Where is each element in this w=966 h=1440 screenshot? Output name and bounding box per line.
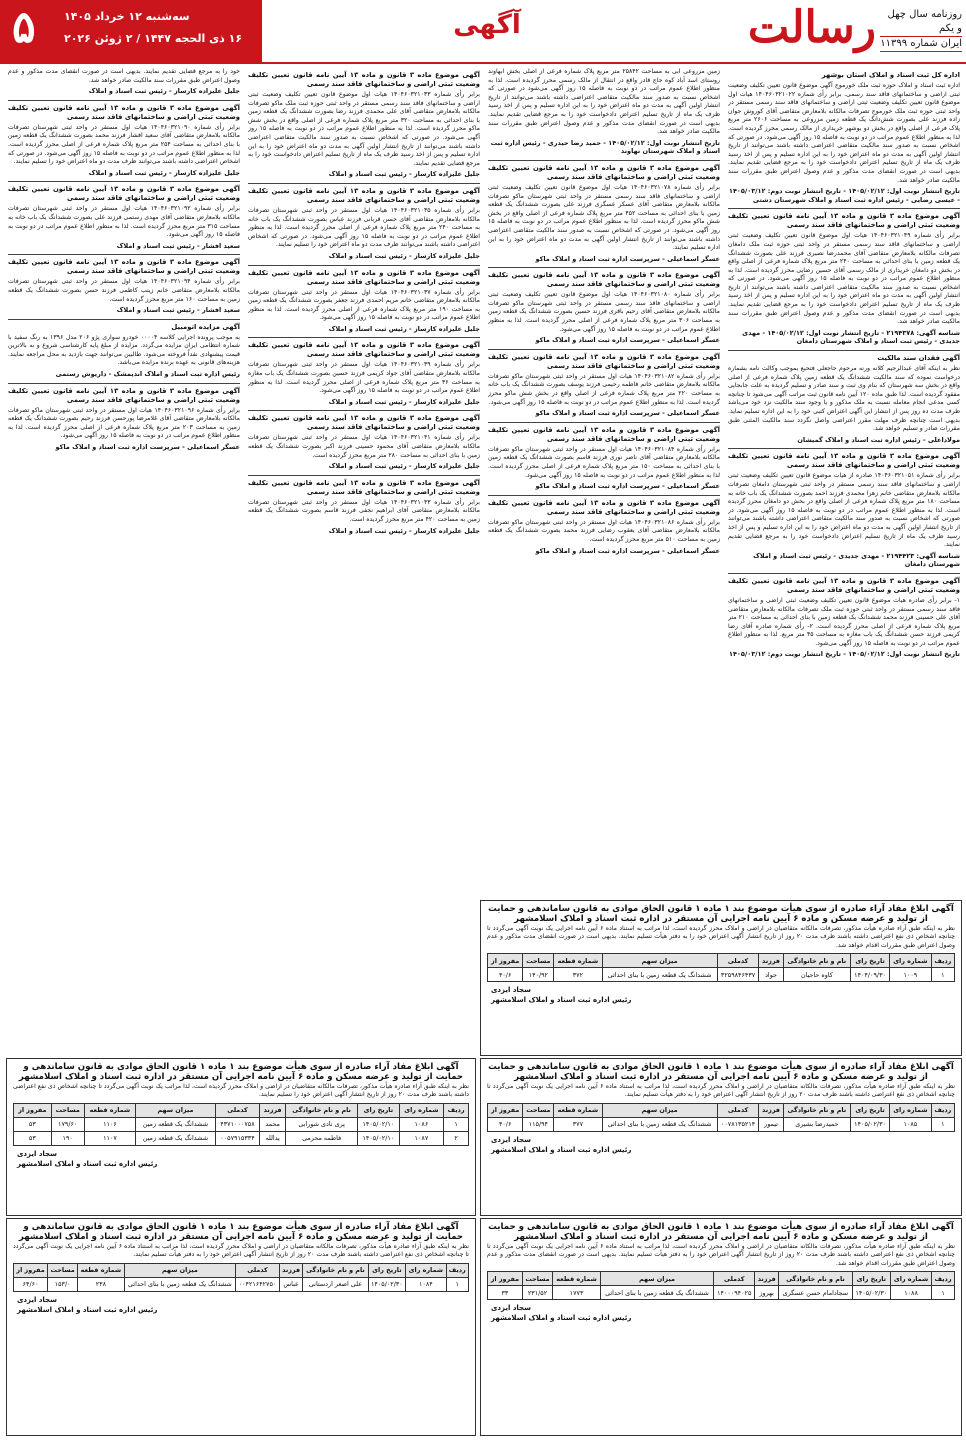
signer-name: سجاد ایزدی <box>491 1304 531 1313</box>
notice-title: آگهی موضوع ماده ۳ قانون و ماده ۱۳ آیین نامه قانون تعیین تکلیف وضعیت ثبتی اراضی و ساختمانهای فاقد سند رسمی <box>8 258 240 276</box>
column-header: مساحت <box>523 954 554 968</box>
table-cell: ۱۷۹/۶۰ <box>51 1117 84 1131</box>
notice-signature <box>491 1135 951 1155</box>
notice-signature <box>491 1303 951 1323</box>
notice-signature: عسگر اسماعیلی - سرپرست اداره ثبت اسناد و املاک ماکو <box>535 546 720 555</box>
table-cell: ۱۱۵/۹۴ <box>523 1117 554 1131</box>
column-header: مفروز از <box>488 954 523 968</box>
notice-body: برابر رأی شماره ۱۴۰۴۶۰۳۲۱۰۹۶ هیات اول مستقر در واحد ثبتی شهرستان ماکو تصرفات مالکانه بلامعارض متقاضی آقای غلامرضا پورحسن فرزند رحیم بصورت ششدانگ یک قطعه زمین به مساحت ۲۰۳ متر مربع پلاک شماره فرعی از اصلی محرز گردیده است. لذا به منظور اطلاع عموم مراتب در دو نوبت به فاصله ۱۵ روز آگهی می‌شود. <box>8 406 240 440</box>
column-header: شماره قطعه <box>78 1263 125 1277</box>
table-cell: ۳۷۷ <box>554 1117 602 1131</box>
notice-signature: عسگر اسماعیلی - سرپرست اداره ثبت اسناد و املاک ماکو <box>55 443 240 452</box>
section-title: آگهی <box>453 10 521 40</box>
table-cell: ۱۴۰۵/۰۲/۳۰ <box>852 1286 890 1300</box>
table-cell: علی اصغر اردستانی <box>303 1277 368 1291</box>
notice-title: آگهی موضوع ماده ۳ قانون و ماده ۱۳ آیین نامه قانون تعیین تکلیف وضعیت ثبتی اراضی و ساختمانهای فاقد سند رسمی <box>488 163 720 181</box>
table-cell: پری نادی شورابی <box>286 1117 358 1131</box>
column-header: کدملی <box>717 1103 759 1117</box>
notice-body: خود را به مرجع قضایی تقدیم نمایند. بدیهی است در صورت انقضای مدت مذکور و عدم وصول اعتراض طبق مقررات سند مالکیت صادر خواهد شد. <box>8 68 240 84</box>
table-cell: ۱۰۸۵ <box>890 1117 932 1131</box>
column-header: شماره رای <box>406 1263 446 1277</box>
notice-title: آگهی موضوع ماده ۳ قانون و ماده ۱۳ آیین نامه قانون تعیین تکلیف وضعیت ثبتی اراضی و ساختمانهای فاقد سند رسمی <box>248 186 480 204</box>
notice-body: برابر رأی شماره ۱۴۰۴۶۰۳۲۱۰۸۶ هیات اول مستقر در واحد ثبتی شهرستان ماکو تصرفات مالکانه بلامعارض متقاضی آقای یعقوب رضایی فرزند محمد بصورت ششدانگ یک قطعه زمین به مساحت ۵۱۰ متر مربع محرز گردیده است. <box>488 518 720 543</box>
signer-title: رئیس اداره ثبت اسناد و املاک اسلامشهر <box>491 1145 632 1154</box>
section-header <box>262 4 712 58</box>
masthead-year: روزنامه سال چهل و یکم <box>880 8 962 37</box>
column-4 <box>8 68 240 1122</box>
notice-title: آگهی موضوع ماده ۳ قانون و ماده ۱۳ آیین نامه قانون تعیین تکلیف وضعیت ثبتی اراضی و ساختمانهای فاقد سند رسمی <box>8 103 240 121</box>
column-header: فرزند <box>279 1263 302 1277</box>
notice-signature: عسگر اسماعیلی - سرپرست اداره ثبت اسناد و املاک ماکو <box>535 482 720 491</box>
notice-signature: جلیل علیزاده کارساز - رئیس ثبت اسناد و املاک <box>328 397 480 406</box>
column-header: مساحت <box>51 1103 84 1117</box>
column-header: شماره رای <box>399 1103 444 1117</box>
notice-signature: مولاداعلی - رئیس اداره ثبت اسناد و املاک گمیشان <box>797 435 960 444</box>
column-header: تاریخ رای <box>358 1103 400 1117</box>
notice-divider <box>728 573 960 574</box>
masthead <box>714 0 966 62</box>
ruling-notice-box <box>480 1218 962 1436</box>
table-row <box>488 1117 955 1131</box>
table-cell: یدالله <box>260 1131 286 1145</box>
column-header: ردیف <box>931 954 954 968</box>
table-cell: ۱۴۰۵/۰۲/۱۰ <box>358 1131 400 1145</box>
notice-signature: تاریخ انتشار نوبت اول: ۱۴۰۵/۰۲/۱۲ - حمید رضا حیدری - رئیس اداره ثبت اسناد و املاک شهرستان نهاوند <box>490 138 720 156</box>
notice-body: برابر رأی شماره ۱۴۰۴۶۰۳۲۱۰۵۱ صادره از هیات موضوع قانون تعیین تکلیف وضعیت ثبتی اراضی و ساختمانهای فاقد سند رسمی مستقر در واحد ثبتی شهرستان دامغان تصرفات مالکانه بلامعارض متقاضی خانم زهرا محمدی فرزند احمد بصورت ششدانگ یک باب خانه به مساحت ۱۸۰ متر مربع پلاک شماره فرعی از اصلی واقع در بخش دو دامغان محرز گردیده است. لذا به منظور اطلاع عموم مراتب در دو نوبت به فاصله ۱۵ روز آگهی می‌شود. در صورتی که اشخاص نسبت به صدور سند مالکیت متقاضی اعتراضی داشته باشند می‌توانند از تاریخ انتشار اولین آگهی به مدت دو ماه اعتراض خود را به این اداره تسلیم و پس از اخذ رسید ظرف یک ماه از تاریخ تسلیم اعتراض دادخواست خود را به مرجع قضایی تقدیم نمایند. <box>728 472 960 549</box>
table-cell: عباس <box>279 1277 302 1291</box>
column-header: نام و نام خانوادگی <box>779 1272 853 1286</box>
notice-title: آگهی موضوع ماده ۳ قانون و ماده ۱۳ آیین نامه قانون تعیین تکلیف وضعیت ثبتی اراضی و ساختمانهای فاقد سند رسمی <box>488 271 720 289</box>
table-cell: ششدانگ یک قطعه زمین <box>136 1131 216 1145</box>
notice-title: آگهی موضوع ماده ۳ قانون و ماده ۱۳ آیین نامه قانون تعیین تکلیف وضعیت ثبتی اراضی و ساختمانهای فاقد سند رسمی <box>8 386 240 404</box>
notice-body: نظر به اینکه طبق آراء صادره هیأت مذکور، تصرفات مالکانه متقاضیان در اراضی و املاک محرز گردیده است، لذا مراتب یک نوبت آگهی می‌گردد تا چنانچه اشخاص ذی نفع اعتراضی داشته باشند ظرف مدت ۲۰ روز از تاریخ انتشار آگهی اعتراض خود را تسلیم نمایند. <box>13 1083 469 1099</box>
notice-body: زمین مزروعی آبی به مساحت ۲۵۸۴۲ متر مربع پلاک شماره فرعی از اصلی بخش آبهاوند روستای اسد آباد کوه حاج قادر واقع در انتقال از مالک رسمی محرز گردیده است. لذا به منظور اطلاع عموم مراتب در دو نوبت به فاصله ۱۵ روز آگهی می‌شود در صورتی که اشخاص نسبت به صدور سند مالکیت متقاضی اعتراضی داشته باشند می‌توانند از تاریخ انتشار اولین آگهی به مدت دو ماه اعتراض خود را به این اداره تسلیم و پس از اخذ رسید ظرف یک ماه از تاریخ تسلیم اعتراض دادخواست خود را به مرجع قضایی تقدیم نمایند. بدیهی است در صورت انقضای مدت مذکور و عدم وصول اعتراض طبق مقررات سند مالکیت صادر خواهد شد. <box>488 68 720 136</box>
notice-title: آگهی موضوع ماده ۳ قانون و ماده ۱۳ آیین نامه قانون تعیین تکلیف وضعیت ثبتی اراضی و ساختمانهای فاقد سند رسمی <box>488 425 720 443</box>
notice-divider <box>8 100 240 101</box>
notice-body: برابر رأی شماره ۱۴۰۴۶۰۳۲۱۰۳۹ هیات اول مستقر در واحد ثبتی شهرستان تصرفات مالکانه بلامعارض متقاضی آقای جواد کریمی فرزند حسین بصورت ششدانگ یک باب مغازه به مساحت ۳۶ متر مربع پلاک شماره فرعی از اصلی محرز گردیده است. لذا به منظور اطلاع عموم مراتب در دو نوبت به فاصله ۱۵ روز آگهی می‌شود. <box>248 361 480 395</box>
notice-signature <box>17 1149 465 1169</box>
table-cell: ۱۴۰۵/۰۲/۳۰ <box>368 1277 406 1291</box>
notice-divider <box>8 383 240 384</box>
date-persian: سه‌شنبه ۱۲ خرداد ۱۴۰۵ <box>64 10 190 23</box>
notice-body: ۱- برابر رأی صادره هیات موضوع قانون تعیین تکلیف وضعیت ثبتی اراضی و ساختمانهای فاقد سند رسمی مستقر در واحد ثبتی حوزه ثبت ملک تصرفات مالکانه بلامعارض متقاضی آقای علی حسینی فرزند محمد ششدانگ یک قطعه زمین با بنای احداثی به مساحت ۲۱۰ متر مربع پلاک شماره فرعی از اصلی محرز گردیده است. ۲- رأی شماره صادره آقای رضا کریمی فرزند حسن ششدانگ یک باب مغازه به مساحت ۴۵ متر مربع. لذا به منظور اطلاع عموم مراتب در دو نوبت به فاصله ۱۵ روز آگهی می‌شود. <box>728 596 960 647</box>
notice-divider <box>8 319 240 320</box>
column-header: مساحت <box>522 1272 552 1286</box>
column-header: فرزند <box>260 1103 286 1117</box>
notice-title: آگهی مزایده اتومبیل <box>171 322 240 331</box>
column-header: میزان سهم <box>602 954 717 968</box>
table-cell: ۱۱۰۶ <box>84 1117 135 1131</box>
notice-body: برابر رأی شماره ۱۴۰۴۶۰۳۲۱۰۹۰ هیات اول مستقر در واحد ثبتی شهرستان تصرفات مالکانه بلامعارض متقاضی آقای سعید افشار فرزند محمد بصورت ششدانگ یک قطعه زمین با بنای احداثی به مساحت ۲۵۴ متر مربع پلاک شماره فرعی از اصلی محرز گردیده است. لذا به منظور اطلاع عموم مراتب در دو نوبت به فاصله ۱۵ روز آگهی می‌شود. در صورتی که اشخاص اعتراضی داشته باشند می‌توانند ظرف مدت دو ماه اعتراض خود را تسلیم نمایند. <box>8 123 240 166</box>
signer-name: سجاد ایزدی <box>17 1149 57 1158</box>
table-cell: ۳۷۲ <box>554 968 602 982</box>
column-header: نام و نام خانوادگی <box>783 954 850 968</box>
notice-body: نظر به اینکه طبق آراء صادره هیأت مذکور، تصرفات مالکانه متقاضیان در اراضی و املاک محرز گردیده است، لذا مراتب به استناد ماده ۶ آیین نامه اجرایی یک نوبت آگهی می‌گردد تا چنانچه اشخاص ذی نفع اعتراضی داشته باشند ظرف مدت ۲۰ روز از تاریخ انتشار آگهی اعتراض خود را به دفتر هیأت تسلیم نمایند. بدیهی است در صورت انقضای مدت مذکور و عدم وصول اعتراض طبق مقررات اقدام خواهد شد. <box>487 1243 955 1267</box>
table-cell: ۱۰۸۷ <box>399 1131 444 1145</box>
table-cell: ۳۲۵۹۸۴۶۴۳۷ <box>717 968 759 982</box>
table-cell: ۱۹۰ <box>51 1131 84 1145</box>
table-header-row <box>488 1103 955 1117</box>
table-cell: ۱ <box>444 1117 469 1131</box>
header-rule <box>0 62 966 64</box>
signer-name: سجاد ایزدی <box>491 1135 531 1144</box>
notice-body: نظر به اینکه آقای عبدالرحیم کلانه ورنه مرحوم حاجعلی فتحیع بموجب وکالت نامه بشماره درخواست نموده که سند مالکیت ششدانگ یک قطعه زمین پلاک شماره فرعی از اصلی واقع در بخش سه شهرستان که بنام وی ثبت و سند صادر و تسلیم گردیده به علت جابجایی مفقود گردیده است. لذا طبق ماده ۱۲۰ آیین نامه قانون ثبت مراتب آگهی می‌شود تا چنانچه کسی مدعی انجام معامله نسبت به ملک مذکور و یا وجود سند مالکیت نزد خود می‌باشد ظرف مدت ده روز پس از انتشار این آگهی اعتراض کتبی خود را به این اداره تسلیم نماید. بدیهی است چنانچه ظرف مهلت مقرر اعتراضی واصل نگردد سند مالکیت المثنی طبق مقررات صادر و تسلیم خواهد شد. <box>728 365 960 433</box>
table-cell: ۱۴۰۵/۰۲/۳۰ <box>851 1117 890 1131</box>
notice-signature: جلیل علیزاده کارساز - رئیس ثبت اسناد و املاک <box>328 526 480 535</box>
table-cell: ۰۰۴۲۱۶۴۲۷۵۰ <box>236 1277 280 1291</box>
table-cell: ۴۰/۶ <box>488 1117 523 1131</box>
column-header: تاریخ رای <box>852 1272 890 1286</box>
column-header: کدملی <box>714 1272 755 1286</box>
notice-divider <box>8 181 240 182</box>
table-cell: ۰۰۵۷۹۱۵۳۳۴ <box>215 1131 259 1145</box>
table-row <box>14 1131 469 1145</box>
notice-title: آگهی ابلاغ مفاد آراء صادره از سوی هیأت موضوع بند ۱ ماده ۱ قانون الحاق موادی به قانون ساماندهی و حمایت از تولید و عرضه مسکن و ماده ۶ آیین نامه اجرایی آن مستقر در اداره ثبت اسناد و املاک اسلامشهر <box>18 1062 464 1082</box>
notice-title: آگهی موضوع ماده ۳ قانون و ماده ۱۳ آیین نامه قانون تعیین تکلیف وضعیت ثبتی اراضی و ساختمانهای فاقد سند رسمی <box>248 478 480 496</box>
notice-body: برابر رأی شماره ۱۴۰۴۶۰۳۲۱۰۴۹ هیات اول موضوع قانون تعیین تکلیف وضعیت ثبتی اراضی و ساختمانهای فاقد سند رسمی مستقر در واحد ثبتی حوزه ثبت ملک دامغان تصرفات مالکانه بلامعارض متقاضی آقای محمدرضا نصیری فرزند علی بصورت ششدانگ یک قطعه زمین با بنای احداثی به مساحت ۲۴۰ متر مربع پلاک شماره فرعی از اصلی واقع در بخش دو دامغان خریداری از مالک رسمی آقای حسین رضایی محرز گردیده است. لذا به منظور اطلاع عموم مراتب در دو نوبت به فاصله ۱۵ روز آگهی می‌شود. در صورتی که اشخاص نسبت به صدور سند مالکیت متقاضی اعتراضی داشته باشند می‌توانند از تاریخ انتشار اولین آگهی به مدت دو ماه اعتراض خود را به این اداره تسلیم و پس از اخذ رسید ظرف یک ماه از تاریخ تسلیم اعتراض دادخواست خود را به مرجع قضایی تقدیم نمایند. بدیهی است در صورت انقضای مدت مذکور و عدم وصول اعتراض طبق مقررات سند مالکیت صادر خواهد شد. <box>728 232 960 326</box>
newspaper-logo: رسالت <box>747 2 876 53</box>
table-cell: ششدانگ یک قطعه زمین با بنای احداثی <box>124 1277 235 1291</box>
notice-signature: سعید افشار - رئیس ثبت اسناد و املاک <box>116 241 240 250</box>
notice-title: آگهی موضوع ماده ۳ قانون و ماده ۱۳ آیین نامه قانون تعیین تکلیف وضعیت ثبتی اراضی و ساختمانهای فاقد سند رسمی <box>248 341 480 359</box>
date-banner <box>0 0 262 62</box>
notice-divider <box>488 267 720 268</box>
table-header-row <box>14 1103 469 1117</box>
table-cell: ۱۴۰۴/۰۹/۳۰ <box>851 968 890 982</box>
ruling-table <box>487 953 955 982</box>
column-header: فرزند <box>759 1103 783 1117</box>
notice-body: به موجب پرونده اجرایی کلاسه ۰۰۰۰۴ خودرو سواری پژو ۲۰۶ مدل ۱۳۹۶ به رنگ سفید با شماره انتظامی ایران مزایده می‌گردد. مزایده از مبلغ پایه کارشناسی شروع و به بالاترین قیمت پیشنهادی نقداً فروخته می‌شود. طالبین می‌توانند جهت بازدید به محل مراجعه نمایند. هزینه‌های قانونی به عهده برنده مزایده می‌باشد. <box>8 333 240 367</box>
column-header: تاریخ رای <box>851 954 890 968</box>
table-cell: ۱۰۸۸ <box>891 1286 932 1300</box>
notice-body: نظر به اینکه طبق آراء صادره هیأت مذکور، تصرفات مالکانه متقاضیان در اراضی و املاک محرز گردیده است، لذا مراتب به استناد ماده ۶ آیین نامه اجرایی یک نوبت آگهی می‌گردد تا چنانچه اشخاص ذی نفع اعتراضی داشته باشند ظرف مدت ۲۰ روز از تاریخ انتشار آگهی اعتراض خود را به دفتر هیأت تسلیم نمایند. <box>13 1243 469 1259</box>
table-cell: ۱۱۰۷ <box>84 1131 135 1145</box>
notice-body: برابر رأی شماره ۱۴۰۴۶۰۳۲۱۰۴۳ هیات اول مستقر در واحد ثبتی شهرستان تصرفات مالکانه بلامعارض متقاضی آقای ابراهیم نجفی فرزند قاسم بصورت ششدانگ یک قطعه زمین به مساحت ۴۲۰ متر مربع محرز گردیده است. <box>248 498 480 523</box>
table-header-row <box>488 1272 955 1286</box>
table-cell: ۱۰۰۹ <box>890 968 932 982</box>
notice-title: آگهی ابلاغ مفاد آراء صادره از سوی هیأت موضوع بند ۱ ماده ۱ قانون الحاق موادی به قانون ساماندهی و حمایت از تولید و عرضه مسکن و ماده ۶ آیین نامه اجرایی آن مستقر در اداره ثبت اسناد و املاک اسلامشهر <box>18 1222 464 1242</box>
column-header: مفروز از <box>488 1103 523 1117</box>
column-header: مفروز از <box>14 1103 52 1117</box>
column-3 <box>248 68 480 1122</box>
notice-divider <box>248 410 480 411</box>
column-header: مساحت <box>523 1103 554 1117</box>
notice-body: برابر رأی شماره ۱۴۰۴۶۰۳۲۱۰۳۳ هیات اول موضوع قانون تعیین تکلیف وضعیت ثبتی اراضی و ساختمانهای فاقد سند رسمی مستقر در واحد ثبتی حوزه ثبت ملک ماکو تصرفات مالکانه بلامعارض متقاضی آقای علی محمدی فرزند رضا بصورت ششدانگ یک قطعه زمین با بنای احداثی به مساحت ۳۲۰ متر مربع پلاک شماره فرعی از اصلی واقع در بخش شش ماکو محرز گردیده است. لذا به منظور اطلاع عموم مراتب در دو نوبت به فاصله ۱۵ روز آگهی می‌شود. در صورتی که اشخاص نسبت به صدور سند مالکیت متقاضی اعتراضی داشته باشند می‌توانند از تاریخ انتشار اولین آگهی به مدت دو ماه اعتراض خود را به این اداره تسلیم و پس از اخذ رسید ظرف یک ماه از تاریخ تسلیم اعتراض دادخواست خود را به مرجع قضایی تقدیم نمایند. <box>248 91 480 167</box>
notice-body: برابر رأی شماره ۱۴۰۴۶۰۳۲۱۰۹۲ هیات اول مستقر در واحد ثبتی شهرستان تصرفات مالکانه بلامعارض متقاضی آقای مهدی رستمی فرزند علی بصورت ششدانگ یک باب خانه به مساحت ۳۱۵ متر مربع محرز گردیده است. لذا به منظور اطلاع عموم مراتب در دو نوبت به فاصله ۱۵ روز آگهی می‌شود. <box>8 205 240 239</box>
notice-signature: سعید افشار - رئیس ثبت اسناد و املاک <box>116 306 240 315</box>
column-header: مفروز از <box>488 1272 523 1286</box>
table-cell: ۲۳۱/۵۲ <box>522 1286 552 1300</box>
table-cell: ۲۳۸ <box>78 1277 125 1291</box>
table-row <box>488 1286 955 1300</box>
table-cell: ۰۰۷۸۱۳۵۲۱۴ <box>717 1117 759 1131</box>
notice-title: آگهی موضوع ماده ۳ قانون و ماده ۱۳ آیین نامه قانون تعیین تکلیف وضعیت ثبتی اراضی و ساختمانهای فاقد سند رسمی <box>248 71 480 88</box>
column-header: کدملی <box>236 1263 280 1277</box>
table-cell: محمد <box>260 1117 286 1131</box>
notice-body: نظر به اینکه طبق آراء صادره هیأت مذکور، تصرفات مالکانه متقاضیان در اراضی و املاک محرز گردیده است، لذا مراتب به استناد ماده ۶ آیین نامه اجرایی یک نوبت آگهی می‌گردد تا چنانچه اشخاص ذی نفع اعتراضی داشته باشند ظرف مدت ۲۰ روز از تاریخ انتشار آگهی اعتراض خود را به دفتر هیأت تسلیم نمایند. بدیهی است در صورت انقضای مدت مذکور و عدم وصول اعتراض طبق مقررات اقدام خواهد شد. <box>487 925 955 949</box>
table-cell: ششدانگ یک قطعه زمین با بنای احداثی <box>600 1286 713 1300</box>
notice-title: آگهی موضوع ماده ۳ قانون و ماده ۱۳ آیین نامه قانون تعیین تکلیف وضعیت ثبتی اراضی و ساختمانهای فاقد سند رسمی <box>728 212 960 230</box>
table-row <box>14 1277 469 1291</box>
table-cell: ششدانگ یک قطعه زمین با بنای احداثی <box>602 968 717 982</box>
column-header: میزان سهم <box>600 1272 713 1286</box>
notice-divider <box>728 350 960 351</box>
notice-divider <box>8 254 240 255</box>
notice-title: آگهی ابلاغ مفاد آراء صادره از سوی هیأت موضوع بند ۱ ماده ۱ قانون الحاق موادی به قانون ساماندهی و حمایت از تولید و عرضه مسکن و ماده ۶ آیین نامه اجرایی آن مستقر در اداره ثبت اسناد و املاک اسلامشهر <box>488 904 954 924</box>
notice-title: آگهی ابلاغ مفاد آراء صادره از سوی هیأت موضوع بند ۱ ماده ۱ قانون الحاق موادی به قانون ساماندهی و حمایت از تولید و عرضه مسکن و ماده ۶ آیین نامه اجرایی آن مستقر در اداره ثبت اسناد و املاک اسلامشهر <box>488 1062 954 1082</box>
ruling-table <box>487 1103 955 1132</box>
ruling-notice-box <box>6 1058 476 1216</box>
column-header: نام و نام خانوادگی <box>783 1103 850 1117</box>
table-cell: ۱ <box>446 1277 469 1291</box>
column-header: فرزند <box>755 1272 779 1286</box>
notice-divider <box>488 349 720 350</box>
notice-body: نظر به اینکه طبق آراء صادره هیأت مذکور، تصرفات مالکانه متقاضیان در اراضی و املاک محرز گردیده است، لذا مراتب به استناد ماده ۶ آیین نامه اجرایی یک نوبت آگهی می‌گردد تا چنانچه اشخاص ذی نفع اعتراضی داشته باشند ظرف مدت ۲۰ روز از تاریخ انتشار آگهی اعتراض خود را به دفتر هیأت تسلیم نمایند. <box>487 1083 955 1099</box>
table-cell: ۳۳ <box>488 1286 523 1300</box>
table-cell: ۱۴۰۵/۰۲/۱۰ <box>358 1117 400 1131</box>
ruling-notice-box <box>6 1218 476 1436</box>
column-header: فرزند <box>759 954 783 968</box>
notice-divider <box>248 183 480 184</box>
notice-body: برابر رأی شماره ۱۴۰۴۶۰۳۲۱۰۳۷ هیات اول مستقر در واحد ثبتی شهرستان تصرفات مالکانه بلامعارض متقاضی خانم مریم احمدی فرزند جعفر بصورت ششدانگ یک قطعه زمین به مساحت ۱۹۰ متر مربع پلاک شماره فرعی از اصلی محرز گردیده است. لذا به منظور اطلاع عموم مراتب در دو نوبت به فاصله ۱۵ روز آگهی می‌شود. <box>248 288 480 322</box>
notice-body: برابر رأی شماره ۱۴۰۴۶۰۳۲۱۰۴۱ هیات اول مستقر در واحد ثبتی شهرستان تصرفات مالکانه بلامعارض متقاضی آقای محمود حسینی فرزند اکبر بصورت ششدانگ یک قطعه زمین با بنای احداثی به مساحت ۲۸۰ متر مربع محرز گردیده است. <box>248 434 480 459</box>
column-header: میزان سهم <box>124 1263 235 1277</box>
notice-signature <box>17 1295 465 1315</box>
signer-title: رئیس اداره ثبت اسناد و املاک اسلامشهر <box>17 1159 158 1168</box>
table-cell: فاطمه محرمی <box>286 1131 358 1145</box>
table-cell: ششدانگ یک قطعه زمین با بنای احداثی <box>602 1117 717 1131</box>
notice-signature: شناسه آگهی: ۲۱۹۴۳۷۸ - تاریخ انتشار نوبت اول: ۱۴۰۵/۰۲/۱۲ - مهدی جدیدی - رئیس ثبت اسناد و املاک شهرستان دامغان <box>742 328 960 346</box>
page-header <box>0 0 966 62</box>
column-2 <box>488 68 720 968</box>
table-cell: ۱ <box>931 1117 954 1131</box>
column-header: مفروز از <box>14 1263 48 1277</box>
notice-title: اداره کل ثبت اسناد و املاک استان بوشهر <box>821 71 960 79</box>
signer-name: سجاد ایزدی <box>491 986 531 995</box>
table-row <box>488 968 955 982</box>
notice-body: برابر رأی شماره ۱۴۰۴۶۰۳۲۱۰۸۲ هیات اول مستقر در واحد ثبتی شهرستان ماکو تصرفات مالکانه بلامعارض متقاضی خانم فاطمه رحیمی فرزند یوسف بصورت ششدانگ یک باب خانه به مساحت ۲۲۰ متر مربع پلاک شماره فرعی از اصلی واقع در بخش شش ماکو محرز گردیده است. لذا به منظور اطلاع عموم مراتب در دو نوبت به فاصله ۱۵ روز آگهی می‌شود. <box>488 372 720 406</box>
column-header: نام و نام خانوادگی <box>286 1103 358 1117</box>
notice-signature: عسگر اسماعیلی - سرپرست اداره ثبت اسناد و املاک ماکو <box>535 336 720 345</box>
notice-body: برابر رأی شماره ۱۴۰۴۶۰۳۲۱۰۹۴ هیات اول مستقر در واحد ثبتی شهرستان تصرفات مالکانه بلامعارض متقاضی خانم زینب کاظمی فرزند حسن بصورت ششدانگ یک قطعه زمین به مساحت ۱۶۰ متر مربع محرز گردیده است. <box>8 278 240 303</box>
notice-signature: عسگر اسماعیلی - سرپرست اداره ثبت اسناد و املاک ماکو <box>535 254 720 263</box>
signer-title: رئیس اداره ثبت اسناد و املاک اسلامشهر <box>17 1305 158 1314</box>
notice-signature: رئیس اداره ثبت اسناد و املاک اندیمشک - داریوش رستمی <box>55 370 240 379</box>
ruling-table <box>13 1263 469 1292</box>
notice-title: آگهی موضوع ماده ۳ قانون و ماده ۱۳ آیین نامه قانون تعیین تکلیف وضعیت ثبتی اراضی و ساختمانهای فاقد سند رسمی <box>728 452 960 470</box>
notice-title: آگهی موضوع ماده ۳ قانون و ماده ۱۳ آیین نامه قانون تعیین تکلیف وضعیت ثبتی اراضی و ساختمانهای فاقد سند رسمی <box>488 498 720 516</box>
signer-name: سجاد ایزدی <box>17 1295 57 1304</box>
notice-body: برابر رأی شماره ۱۴۰۴۶۰۳۲۱۰۳۵ هیات اول مستقر در واحد ثبتی شهرستان تصرفات مالکانه بلامعارض متقاضی آقای حسن قربانی فرزند عباس بصورت ششدانگ یک باب خانه به مساحت ۲۴۰ متر مربع پلاک شماره فرعی از اصلی محرز گردیده است. لذا به منظور اطلاع عموم مراتب در دو نوبت به فاصله ۱۵ روز آگهی می‌شود. در صورتی که اشخاص اعتراضی داشته باشند می‌توانند ظرف مدت دو ماه اعتراض خود را تسلیم نمایند. <box>248 206 480 249</box>
notice-signature: تاریخ انتشار نوبت اول: ۱۴۰۵/۰۲/۱۲ - تاریخ انتشار نوبت دوم: ۱۴۰۵/۰۳/۱۲ <box>729 650 960 659</box>
notice-title: آگهی ابلاغ مفاد آراء صادره از سوی هیأت موضوع بند ۱ ماده ۱ قانون الحاق موادی به قانون ساماندهی و حمایت از تولید و عرضه مسکن و ماده ۶ آیین نامه اجرایی آن مستقر در اداره ثبت اسناد و املاک اسلامشهر <box>488 1222 954 1242</box>
table-cell: ۱۴۰/۹۲ <box>523 968 554 982</box>
column-header: میزان سهم <box>136 1103 216 1117</box>
notice-body: برابر رأی شماره ۱۴۰۴۶۰۳۲۱۰۷۸ هیات اول موضوع قانون تعیین تکلیف وضعیت ثبتی اراضی و ساختمانهای فاقد سند رسمی مستقر در واحد ثبتی شهرستان ماکو تصرفات مالکانه بلامعارض متقاضی آقای عسکر عسگری فرزند علی بصورت ششدانگ یک قطعه زمین با بنای احداثی به مساحت ۴۵۲ متر مربع پلاک شماره فرعی از اصلی واقع در بخش شش ماکو محرز گردیده است. لذا به منظور اطلاع عموم مراتب در دو نوبت به فاصله ۱۵ روز آگهی می‌شود. در صورتی که اشخاص نسبت به صدور سند مالکیت متقاضی اعتراضی داشته باشند می‌توانند از تاریخ انتشار اولین آگهی به مدت دو ماه اعتراض خود را به این اداره تسلیم نمایند. <box>488 183 720 252</box>
notice-signature: عسگر اسماعیلی - سرپرست اداره ثبت اسناد و املاک ماکو <box>535 409 720 418</box>
table-header-row <box>488 954 955 968</box>
notice-signature: جلیل علیزاده کارساز - رئیس ثبت اسناد و املاک <box>88 87 240 96</box>
page-number: ۵ <box>12 2 36 53</box>
notice-divider <box>248 265 480 266</box>
table-cell: ۶۴/۶۰ <box>14 1277 48 1291</box>
notice-signature: تاریخ انتشار نوبت اول: ۱۴۰۵/۰۲/۱۲ - تاریخ انتشار نوبت دوم: ۱۴۰۵/۰۳/۱۲ - عیسی رضایی - رئیس اداره ثبت اسناد و املاک شهرستان دشتی <box>729 187 960 204</box>
table-cell: ۴۳۷۱۰۰۰۷۵۸ <box>215 1117 259 1131</box>
column-header: شماره قطعه <box>84 1103 135 1117</box>
notice-divider <box>728 448 960 449</box>
notice-title: آگهی موضوع ماده ۳ قانون و ماده ۱۳ آیین نامه قانون تعیین تکلیف وضعیت ثبتی اراضی و ساختمانهای فاقد سند رسمی <box>248 268 480 286</box>
table-cell: ۴۰/۶ <box>488 968 523 982</box>
notice-signature: شناسه آگهی: ۲۱۹۴۴۲۳ - مهدی جدیدی - رئیس ثبت اسناد و املاک شهرستان دامغان <box>753 551 960 569</box>
table-cell: ۱۷۷۳ <box>553 1286 600 1300</box>
date-hijri-gregorian: ۱۶ ذی الحجه ۱۴۴۷ / ۲ ژوئن ۲۰۲۶ <box>64 32 243 45</box>
table-cell: ۱۵۳/۰ <box>48 1277 78 1291</box>
table-cell: سجادامام حسن عسگری <box>779 1286 853 1300</box>
notice-title: آگهی فقدان سند مالکیت <box>877 354 960 363</box>
column-header: مساحت <box>48 1263 78 1277</box>
table-cell: ۱۰۸۴ <box>406 1277 446 1291</box>
column-header: تاریخ رای <box>368 1263 406 1277</box>
table-row <box>14 1117 469 1131</box>
notice-body: برابر رأی شماره ۱۴۰۴۶۰۳۲۱۰۸۴ هیات اول مستقر در واحد ثبتی شهرستان ماکو تصرفات مالکانه بلامعارض متقاضی آقای ناصر نوری فرزند قاسم بصورت ششدانگ یک قطعه زمین با بنای احداثی به مساحت ۱۵۰ متر مربع پلاک شماره فرعی از اصلی محرز گردیده است. لذا به منظور اطلاع عموم مراتب در دو نوبت به فاصله ۱۵ روز آگهی می‌شود. <box>488 445 720 479</box>
column-header: ردیف <box>446 1263 469 1277</box>
column-header: نام و نام خانوادگی <box>303 1263 368 1277</box>
ruling-table <box>13 1103 469 1146</box>
table-cell: ۱ <box>931 968 954 982</box>
column-header: شماره قطعه <box>554 954 602 968</box>
column-header: شماره رای <box>890 1103 932 1117</box>
signer-title: رئیس اداره ثبت اسناد و املاک اسلامشهر <box>491 996 632 1005</box>
table-cell: ۱۰۸۶ <box>399 1117 444 1131</box>
notice-signature: جلیل علیزاده کارساز - رئیس ثبت اسناد و املاک <box>328 170 480 179</box>
table-cell: ۵۳ <box>14 1131 52 1145</box>
column-header: کدملی <box>717 954 759 968</box>
column-header: شماره رای <box>891 1272 932 1286</box>
table-cell: ۱۴۰۰۰۹۴۰۲۵ <box>714 1286 755 1300</box>
notice-signature <box>491 985 951 1005</box>
column-header: تاریخ رای <box>851 1103 890 1117</box>
notice-title: آگهی موضوع ماده ۳ قانون و ماده ۱۳ آیین نامه قانون تعیین تکلیف وضعیت ثبتی اراضی و ساختمانهای فاقد سند رسمی <box>728 576 960 594</box>
notice-divider <box>488 495 720 496</box>
notice-divider <box>488 422 720 423</box>
notice-signature: جلیل علیزاده کارساز - رئیس ثبت اسناد و املاک <box>328 324 480 333</box>
notice-divider <box>728 208 960 209</box>
table-cell: جواد <box>759 968 783 982</box>
column-header: ردیف <box>444 1103 469 1117</box>
table-cell: ۱ <box>932 1286 955 1300</box>
column-header: میزان سهم <box>602 1103 717 1117</box>
masthead-issue: ایران شماره ۱۱۳۹۹ <box>880 37 962 52</box>
notice-signature: جلیل علیزاده کارساز - رئیس ثبت اسناد و املاک <box>328 462 480 471</box>
table-cell: تیمور <box>759 1117 783 1131</box>
table-cell: ششدانگ یک قطعه زمین <box>136 1117 216 1131</box>
masthead-info <box>880 8 962 52</box>
notice-signature: جلیل علیزاده کارساز - رئیس ثبت اسناد و املاک <box>88 168 240 177</box>
notice-divider <box>248 475 480 476</box>
column-header: ردیف <box>931 1103 954 1117</box>
column-header: شماره قطعه <box>554 1103 602 1117</box>
column-header: شماره رای <box>890 954 932 968</box>
notice-body: اداره ثبت اسناد و املاک حوزه ثبت ملک خورموج آگهی موضوع قانون تعیین تکلیف وضعیت ثبتی اراضی و ساختمانهای فاقد سند رسمی. برابر رأی شماره ۱۴۰۴۶۰۳۲۱۰۲۲ هیات اول موضوع قانون تعیین تکلیف وضعیت ثبتی اراضی و ساختمانهای فاقد سند رسمی مستقر در واحد ثبتی حوزه ثبت ملک خورموج تصرفات مالکانه بلامعارض متقاضی آقای کوروش جوان زاده فرزند علی بصورت شش‌دانگ یک قطعه زمین مزروعی به مساحت ۲۶۰۶ متر مربع پلاک فرعی از اصلی واقع در بخش دو بوشهر خریداری از مالک رسمی محرز گردیده است. لذا به منظور اطلاع عموم مراتب در دو نوبت به فاصله ۱۵ روز آگهی می‌شود. در صورتی که اشخاص نسبت به صدور سند مالکیت متقاضی اعتراضی داشته باشند می‌توانند از تاریخ انتشار اولین آگهی به مدت دو ماه اعتراض خود را به این اداره تسلیم و پس از اخذ رسید ظرف یک ماه از تاریخ تسلیم اعتراض دادخواست خود را به مرجع قضایی تقدیم نمایند. بدیهی است در صورت انقضای مدت مذکور و عدم وصول اعتراض طبق مقررات سند مالکیت صادر خواهد شد. <box>728 82 960 184</box>
notice-divider <box>248 337 480 338</box>
ruling-table <box>487 1271 955 1300</box>
signer-title: رئیس اداره ثبت اسناد و املاک اسلامشهر <box>491 1314 632 1323</box>
notice-body: برابر رأی شماره ۱۴۰۴۶۰۳۲۱۰۸۰ هیات اول موضوع قانون تعیین تکلیف وضعیت ثبتی اراضی و ساختمانهای فاقد سند رسمی مستقر در واحد ثبتی شهرستان ماکو تصرفات مالکانه بلامعارض متقاضی آقای رحیم باقری فرزند حسین بصورت ششدانگ یک قطعه زمین به مساحت ۳۰۶ متر مربع پلاک شماره فرعی از اصلی محرز گردیده است. لذا به منظور اطلاع عموم مراتب در دو نوبت به فاصله ۱۵ روز آگهی می‌شود. <box>488 291 720 333</box>
ruling-notice-box <box>480 1058 962 1216</box>
ruling-notice-box <box>480 900 962 1056</box>
table-cell: حمیدرضا بشیری <box>783 1117 850 1131</box>
column-1 <box>728 68 960 968</box>
column-header: کدملی <box>215 1103 259 1117</box>
table-cell: کاوه حاجیان <box>783 968 850 982</box>
table-cell: ۵۳ <box>14 1117 52 1131</box>
table-cell: ۲ <box>444 1131 469 1145</box>
column-header: شماره قطعه <box>553 1272 600 1286</box>
notice-signature: جلیل علیزاده کارساز - رئیس ثبت اسناد و املاک <box>328 251 480 260</box>
notice-divider <box>488 160 720 161</box>
notice-title: آگهی موضوع ماده ۳ قانون و ماده ۱۳ آیین نامه قانون تعیین تکلیف وضعیت ثبتی اراضی و ساختمانهای فاقد سند رسمی <box>248 414 480 432</box>
notice-title: آگهی موضوع ماده ۳ قانون و ماده ۱۳ آیین نامه قانون تعیین تکلیف وضعیت ثبتی اراضی و ساختمانهای فاقد سند رسمی <box>8 185 240 203</box>
table-header-row <box>14 1263 469 1277</box>
notice-title: آگهی موضوع ماده ۳ قانون و ماده ۱۳ آیین نامه قانون تعیین تکلیف وضعیت ثبتی اراضی و ساختمانهای فاقد سند رسمی <box>488 352 720 370</box>
table-cell: بهروز <box>755 1286 779 1300</box>
column-header: ردیف <box>932 1272 955 1286</box>
